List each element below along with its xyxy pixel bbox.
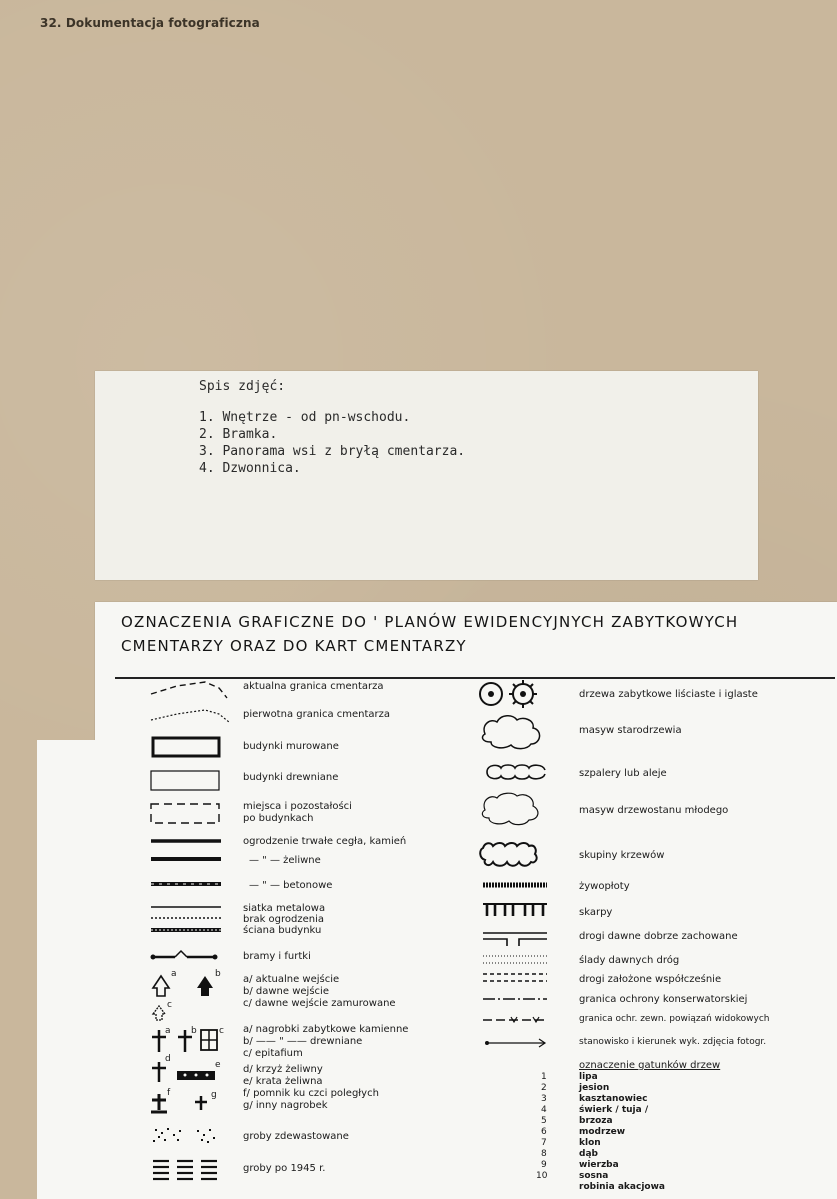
legend-label: a/ aktualne wejście [243, 974, 340, 985]
tree-number: 10 [536, 1171, 548, 1181]
legend-label: g/ inny nagrobek [243, 1100, 328, 1111]
tree-species: kasztanowiec [579, 1094, 648, 1104]
legend-label: szpalery lub aleje [579, 768, 667, 779]
glyph-letter: d [165, 1054, 171, 1064]
legend-label: granica ochrony konserwatorskiej [579, 994, 748, 1005]
gate-symbol [147, 947, 227, 965]
legend-label: pierwotna granica cmentarza [243, 709, 391, 720]
permanent-fence-symbol [147, 837, 227, 847]
concrete-fence-symbol [147, 880, 227, 890]
legend-sheet [95, 602, 837, 1199]
legend-label: po budynkach [243, 813, 314, 824]
historic-gravestone-symbols [147, 1024, 227, 1058]
legend-label: f/ pomnik ku czci poległych [243, 1088, 379, 1099]
photo-list-item: 1. Wnętrze - od pn-wschodu. [199, 410, 411, 425]
legend-label: skupiny krzewów [579, 850, 665, 861]
tree-species: brzoza [579, 1116, 613, 1126]
legend-label: budynki drewniane [243, 772, 339, 783]
glyph-letter: c [167, 1000, 172, 1010]
glyph-letter: c [219, 1026, 224, 1036]
legend-label: brak ogrodzenia [243, 914, 325, 925]
glyph-letter: f [167, 1088, 171, 1098]
tree-species: lipa [579, 1072, 598, 1082]
legend-label: b/ —— " —— drewniane [243, 1036, 363, 1047]
legend-label: ślady dawnych dróg [579, 955, 680, 966]
hedges-symbol [477, 880, 557, 890]
legend-label: bramy i furtki [243, 951, 311, 962]
legend-label: drzewa zabytkowe liściaste i iglaste [579, 689, 758, 700]
legend-label: e/ krata żeliwna [243, 1076, 323, 1087]
tree-species: jesion [579, 1083, 610, 1093]
legend-label: aktualna granica cmentarza [243, 681, 384, 692]
legend-label: groby zdewastowane [243, 1131, 349, 1142]
alleys-symbol [477, 760, 557, 784]
tree-number: 4 [541, 1105, 547, 1115]
fence-types-symbol [147, 902, 227, 936]
photo-list-card [95, 371, 758, 580]
glyph-letter: e [215, 1060, 221, 1070]
glyph-letter: b [215, 969, 221, 979]
legend-label: ściana budynku [243, 925, 322, 936]
glyph-letter: a [171, 969, 177, 979]
legend-label: skarpy [579, 907, 613, 918]
photo-list-title: Spis zdjęć: [199, 379, 286, 394]
glyph-letter: g [211, 1090, 217, 1100]
view-boundary-symbol [477, 1014, 557, 1026]
photo-direction-symbol [477, 1036, 557, 1050]
old-trees-mass-symbol [477, 712, 557, 752]
wooden-building-symbol [147, 768, 227, 794]
legend-label: c/ dawne wejście zamurowane [243, 998, 396, 1009]
glyph-letter: b [191, 1026, 197, 1036]
road-traces-symbol [477, 952, 557, 968]
escarpment-symbol [477, 900, 557, 922]
legend-sheet-extension [37, 740, 97, 1199]
photo-list-item: 2. Bramka. [199, 427, 278, 442]
photo-list-item: 4. Dzwonnica. [199, 461, 301, 476]
legend-title-line-1: OZNACZENIA GRAFICZNE DO ' PLANÓW EWIDENCYJNYCH ZABYTKOWYCH [121, 613, 739, 631]
legend-label: a/ nagrobki zabytkowe kamienne [243, 1024, 409, 1035]
legend-label: granica ochr. zewn. powiązań widokowych [579, 1014, 770, 1024]
new-roads-symbol [477, 970, 557, 986]
legend-label: masyw starodrzewia [579, 725, 682, 736]
legend-label: d/ krzyż żeliwny [243, 1064, 323, 1075]
legend-label: żywopłoty [579, 881, 630, 892]
former-building-symbol [147, 800, 227, 828]
tree-species: robinia akacjowa [579, 1182, 665, 1192]
old-roads-symbol [477, 928, 557, 950]
legend-label: siatka metalowa [243, 903, 326, 914]
legend-label: — " — żeliwne [249, 855, 321, 866]
young-trees-mass-symbol [477, 790, 557, 830]
legend-label: ogrodzenie trwałe cegła, kamień [243, 836, 407, 847]
legend-label: drogi założone współcześnie [579, 974, 722, 985]
photo-list-item: 3. Panorama wsi z bryłą cmentarza. [199, 444, 466, 459]
tree-species-heading: oznaczenie gatunków drzew [579, 1060, 721, 1071]
historic-trees-symbol [477, 680, 557, 710]
tree-number: 6 [541, 1127, 547, 1137]
post-1945-graves-symbol [147, 1156, 227, 1184]
legend-label: stanowisko i kierunek wyk. zdjęcia fotogr. [579, 1037, 767, 1047]
tree-species: klon [579, 1138, 601, 1148]
legend-label: masyw drzewostanu młodego [579, 805, 729, 816]
legend-label: c/ epitafium [243, 1048, 303, 1059]
legend-label: — " — betonowe [249, 880, 333, 891]
glyph-letter: a [165, 1026, 171, 1036]
conservation-boundary-symbol [477, 994, 557, 1004]
legend-label: budynki murowane [243, 741, 339, 752]
tree-number: 5 [541, 1116, 547, 1126]
devastated-graves-symbol [147, 1124, 227, 1146]
tree-species: modrzew [579, 1127, 626, 1137]
photo-list [199, 409, 465, 477]
tree-number: 7 [541, 1138, 547, 1148]
legend-label: b/ dawne wejście [243, 986, 329, 997]
cast-iron-fence-symbol [147, 855, 227, 865]
legend-label: drogi dawne dobrze zachowane [579, 931, 738, 942]
original-boundary-symbol [147, 702, 237, 728]
tree-species: dąb [579, 1149, 598, 1159]
tree-number: 2 [541, 1083, 547, 1093]
page-header: 32. Dokumentacja fotograficzna [40, 16, 260, 30]
legend-label: groby po 1945 r. [243, 1163, 326, 1174]
current-boundary-symbol [147, 674, 237, 702]
legend-title-line-2: CMENTARZY ORAZ DO KART CMENTARZY [121, 637, 467, 655]
brick-building-symbol [147, 735, 227, 761]
tree-number: 3 [541, 1094, 547, 1104]
shrubs-symbol [477, 838, 557, 870]
tree-number: 8 [541, 1149, 547, 1159]
tree-number: 9 [541, 1160, 547, 1170]
tree-species: świerk / tuja / [579, 1105, 649, 1115]
tree-number: 1 [541, 1072, 547, 1082]
tree-species: wierzba [579, 1160, 619, 1170]
tree-species: sosna [579, 1171, 609, 1181]
legend-label: miejsca i pozostałości [243, 801, 352, 812]
legend-title [121, 610, 821, 658]
